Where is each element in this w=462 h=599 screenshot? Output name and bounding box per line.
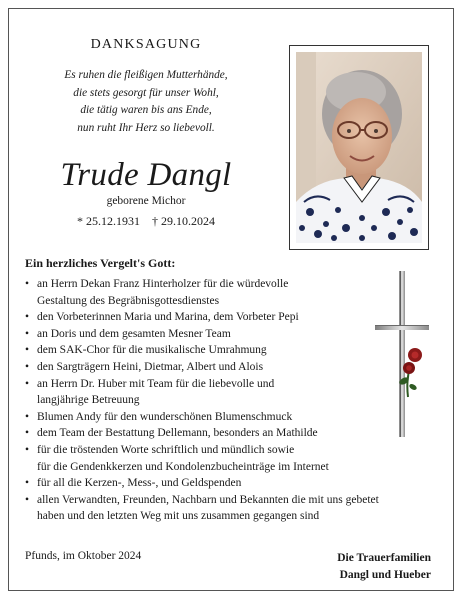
- signature-line: Die Trauerfamilien: [337, 552, 431, 564]
- page-title: DANKSAGUNG: [90, 37, 202, 52]
- verse-line: die tätig waren bis ans Ende,: [80, 104, 212, 116]
- family-signature: [337, 550, 431, 584]
- list-item: • an Doris und dem gesamten Mesner Team: [25, 326, 445, 343]
- signature-line: Dangl und Hueber: [339, 569, 431, 581]
- verse-line: die stets gesorgt für unser Wohl,: [73, 86, 219, 99]
- maiden-name: geborene Michor: [106, 195, 186, 207]
- portrait-image: [296, 52, 422, 243]
- death-date: † 29.10.2024: [152, 214, 215, 228]
- life-dates: [21, 214, 271, 229]
- verse-line: Es ruhen die fleißigen Mutterhände,: [64, 69, 228, 81]
- birth-date: * 25.12.1931: [77, 214, 140, 228]
- obituary-card: [8, 8, 454, 591]
- list-item: • dem Team der Bestattung Dellemann, besonders an Mathilde: [25, 425, 445, 442]
- list-item: • für die tröstenden Worte schriftlich und mündlich sowie für die Gendenkkerzen und Kondolenzbucheinträge im Internet: [25, 442, 445, 475]
- list-item: • an Herrn Dr. Huber mit Team für die liebevolle und langjährige Betreuung: [25, 376, 445, 409]
- list-item: • allen Verwandten, Freunden, Nachbarn und Bekannten die mit uns gebetet haben und den letzten Weg mit uns zusammen gegangen sind: [25, 492, 445, 525]
- list-item: • dem SAK-Chor für die musikalische Umrahmung: [25, 342, 445, 359]
- thanks-heading: Ein herzliches Vergelt's Gott:: [25, 256, 176, 270]
- cross-with-rose-icon: [374, 271, 430, 444]
- list-item: • den Vorbeterinnen Maria und Marina, dem Vorbeter Pepi: [25, 309, 445, 326]
- portrait-photo: [289, 45, 429, 250]
- list-item: • an Herrn Dekan Franz Hinterholzer für die würdevolle Gestaltung des Begräbnisgottesdienstes: [25, 276, 445, 309]
- list-item: • den Sargträgern Heini, Dietmar, Albert und Alois: [25, 359, 445, 376]
- verse-line: nun ruht Ihr Herz so liebevoll.: [77, 121, 215, 134]
- memorial-verse: [21, 67, 271, 137]
- list-item: • für all die Kerzen-, Mess-, und Geldspenden: [25, 475, 445, 492]
- list-item: • Blumen Andy für den wunderschönen Blumenschmuck: [25, 409, 445, 426]
- place-date: Pfunds, im Oktober 2024: [25, 550, 142, 562]
- deceased-name: Trude Dangl: [60, 157, 232, 193]
